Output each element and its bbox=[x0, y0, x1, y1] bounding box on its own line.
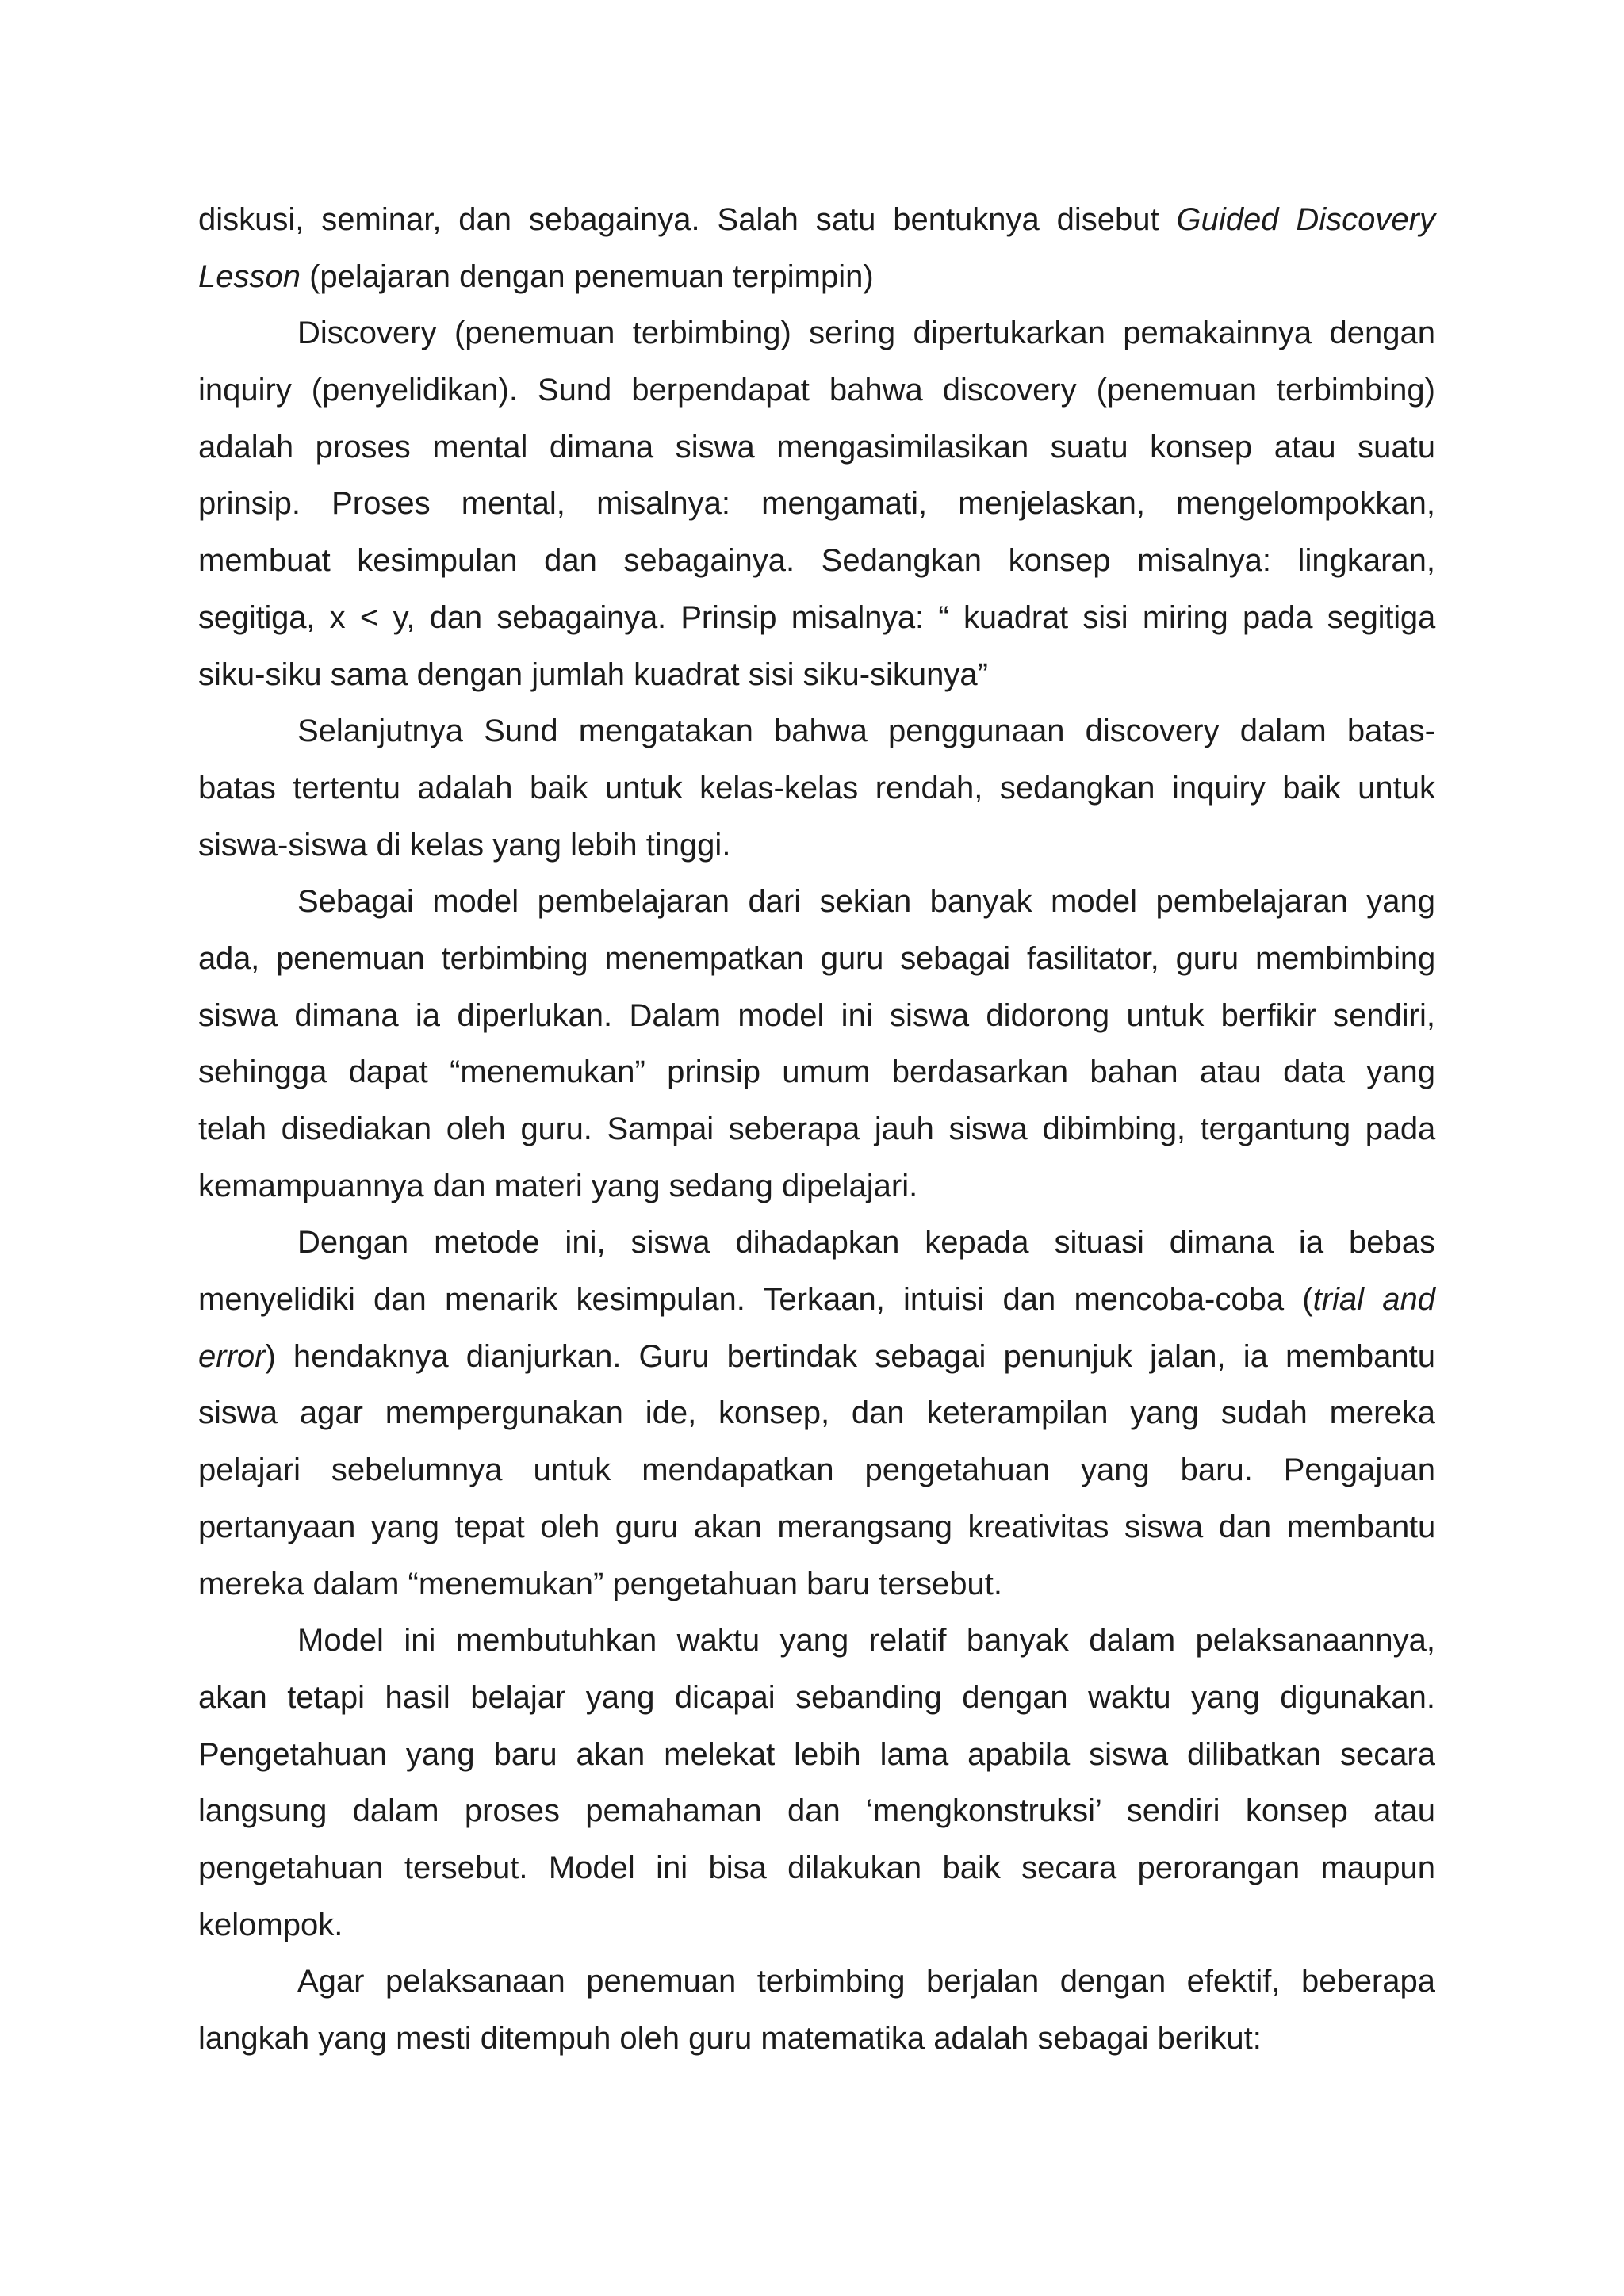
text-line: kelompok. bbox=[198, 1907, 343, 1942]
text-line: siku-siku sama dengan jumlah kuadrat sisi siku-sikunya” bbox=[198, 656, 988, 692]
text-line: Lesson (pelajaran dengan penemuan terpimpin) bbox=[198, 258, 874, 294]
text-line: langsung dalam proses pemahaman dan ‘mengkonstruksi’ sendiri konsep atau bbox=[198, 1793, 1435, 1829]
text-line: sehingga dapat “menemukan” prinsip umum berdasarkan bahan atau data yang bbox=[198, 1054, 1435, 1090]
paragraph-first-line: Discovery (penemuan terbimbing) sering dipertukarkan pemakainnya dengan bbox=[297, 316, 1435, 351]
text-line: membuat kesimpulan dan sebagainya. Sedangkan konsep misalnya: lingkaran, bbox=[198, 543, 1435, 579]
text-line: adalah proses mental dimana siswa mengasimilasikan suatu konsep atau suatu bbox=[198, 429, 1435, 465]
text-line: telah disediakan oleh guru. Sampai seberapa jauh siswa dibimbing, tergantung pada bbox=[198, 1112, 1435, 1146]
text-line: Pengetahuan yang baru akan melekat lebih lama apabila siswa dilibatkan secara bbox=[198, 1736, 1435, 1772]
text-line: menyelidiki dan menarik kesimpulan. Terkaan, intuisi dan mencoba-coba (trial and bbox=[198, 1282, 1435, 1318]
paragraph-first-line: Sebagai model pembelajaran dari sekian banyak model pembelajaran yang bbox=[297, 884, 1435, 920]
text-line: langkah yang mesti ditempuh oleh guru matematika adalah sebagai berikut: bbox=[198, 2021, 1262, 2056]
text-line: pengetahuan tersebut. Model ini bisa dilakukan baik secara perorangan maupun bbox=[198, 1850, 1435, 1885]
text-line: batas tertentu adalah baik untuk kelas-kelas rendah, sedangkan inquiry baik untuk bbox=[198, 770, 1435, 806]
paragraph-first-line: Model ini membutuhkan waktu yang relatif banyak dalam pelaksanaannya, bbox=[297, 1623, 1435, 1659]
paragraph-first-line: Selanjutnya Sund mengatakan bahwa penggunaan discovery dalam batas- bbox=[297, 714, 1435, 749]
text-line: akan tetapi hasil belajar yang dicapai sebanding dengan waktu yang digunakan. bbox=[198, 1679, 1435, 1715]
text-line: error) hendaknya dianjurkan. Guru bertindak sebagai penunjuk jalan, ia membantu bbox=[198, 1338, 1435, 1374]
text-line: ada, penemuan terbimbing menempatkan guru sebagai fasilitator, guru membimbing bbox=[198, 940, 1435, 976]
text-line: pertanyaan yang tepat oleh guru akan merangsang kreativitas siswa dan membantu bbox=[198, 1509, 1435, 1544]
text-line: siswa agar mempergunakan ide, konsep, dan keterampilan yang sudah mereka bbox=[198, 1395, 1435, 1431]
text-line: prinsip. Proses mental, misalnya: mengamati, menjelaskan, mengelompokkan, bbox=[198, 486, 1435, 522]
text-line: pelajari sebelumnya untuk mendapatkan pengetahuan yang baru. Pengajuan bbox=[198, 1452, 1435, 1488]
paragraph-first-line: Agar pelaksanaan penemuan terbimbing berjalan dengan efektif, beberapa bbox=[297, 1964, 1435, 1999]
text-line: inquiry (penyelidikan). Sund berpendapat bahwa discovery (penemuan terbimbing) bbox=[198, 373, 1435, 408]
text-line: mereka dalam “menemukan” pengetahuan baru tersebut. bbox=[198, 1566, 1002, 1601]
text-line: siswa-siswa di kelas yang lebih tinggi. bbox=[198, 827, 731, 863]
text-line: diskusi, seminar, dan sebagainya. Salah satu bentuknya disebut Guided Discovery bbox=[198, 202, 1435, 237]
text-line: segitiga, x < y, dan sebagainya. Prinsip misalnya: “ kuadrat sisi miring pada segitiga bbox=[198, 599, 1435, 635]
body-text bbox=[198, 192, 1435, 2068]
paragraph-first-line: Dengan metode ini, siswa dihadapkan kepada situasi dimana ia bebas bbox=[297, 1225, 1435, 1261]
text-line: siswa dimana ia diperlukan. Dalam model ini siswa didorong untuk berfikir sendiri, bbox=[198, 997, 1435, 1033]
text-line: kemampuannya dan materi yang sedang dipelajari. bbox=[198, 1168, 918, 1203]
